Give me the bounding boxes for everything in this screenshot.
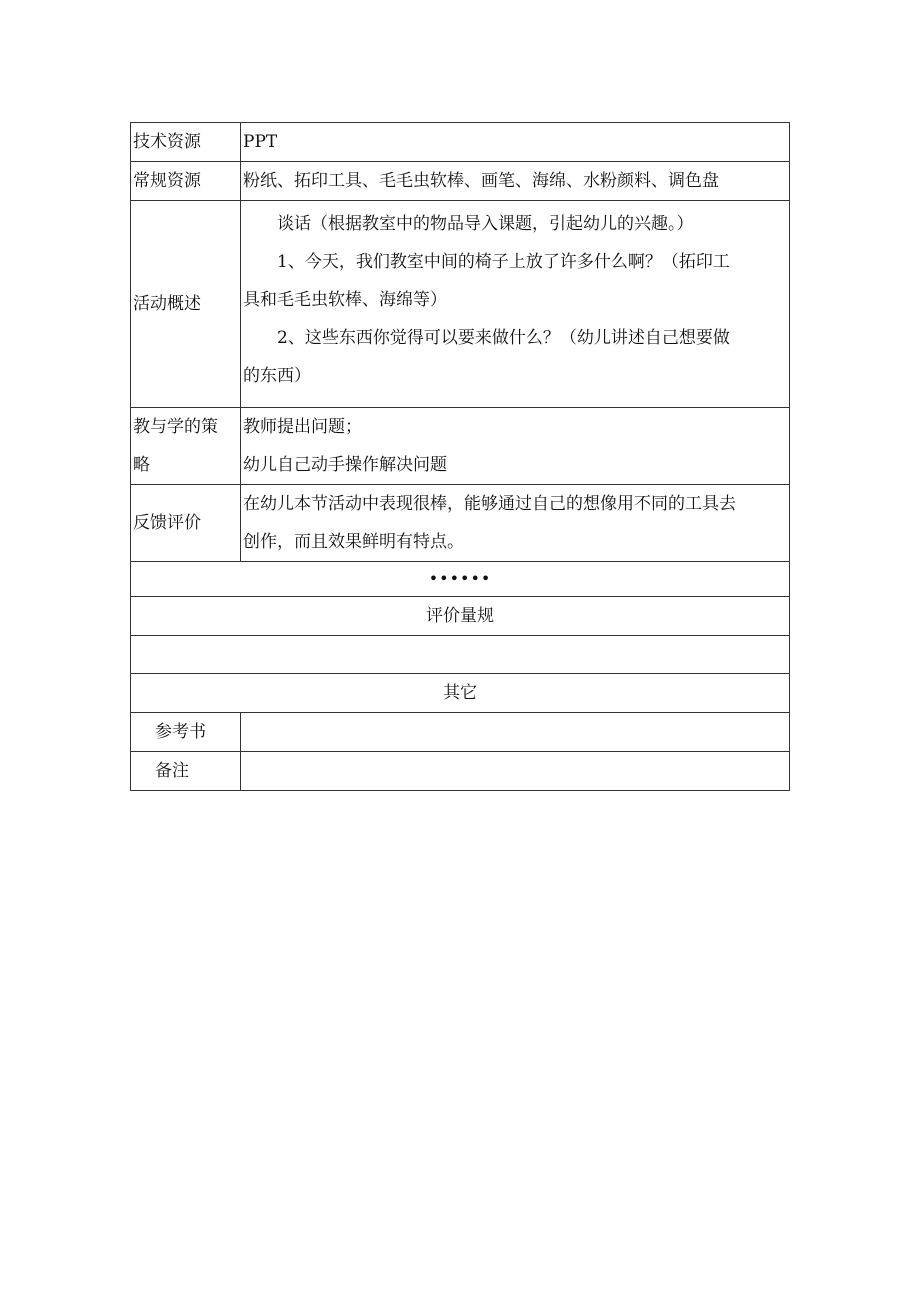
lesson-plan-table bbox=[130, 122, 790, 791]
reference-books-label: 参考书 bbox=[131, 713, 241, 752]
teaching-strategy-label bbox=[131, 408, 241, 485]
overview-line: 谈话（根据教室中的物品导入课题，引起幼儿的兴趣。） bbox=[277, 214, 694, 234]
overview-line: 具和毛毛虫软棒、海绵等） bbox=[243, 290, 447, 310]
other-header: 其它 bbox=[131, 674, 790, 713]
tech-resources-label: 技术资源 bbox=[131, 123, 241, 162]
notes-label: 备注 bbox=[131, 752, 241, 791]
ellipsis-dots: •••••• bbox=[131, 562, 790, 597]
notes-value bbox=[241, 752, 790, 791]
row-other-header bbox=[131, 674, 790, 713]
row-regular-resources bbox=[131, 162, 790, 201]
activity-overview-content bbox=[241, 201, 790, 408]
strategy-label-line: 教与学的策 bbox=[133, 417, 218, 437]
row-activity-overview bbox=[131, 201, 790, 408]
feedback-content bbox=[241, 485, 790, 562]
rubric-empty-cell bbox=[131, 636, 790, 674]
regular-resources-label: 常规资源 bbox=[131, 162, 241, 201]
teaching-strategy-content bbox=[241, 408, 790, 485]
activity-overview-label: 活动概述 bbox=[131, 201, 241, 408]
feedback-label: 反馈评价 bbox=[131, 485, 241, 562]
row-rubric-header bbox=[131, 597, 790, 636]
row-notes bbox=[131, 752, 790, 791]
row-tech-resources bbox=[131, 123, 790, 162]
row-feedback bbox=[131, 485, 790, 562]
reference-books-value bbox=[241, 713, 790, 752]
row-ellipsis bbox=[131, 562, 790, 597]
overview-line: 的东西） bbox=[243, 366, 311, 386]
tech-resources-value: PPT bbox=[241, 123, 790, 162]
feedback-line: 在幼儿本节活动中表现很棒，能够通过自己的想像用不同的工具去 bbox=[243, 494, 736, 514]
row-rubric-empty bbox=[131, 636, 790, 674]
feedback-line: 创作，而且效果鲜明有特点。 bbox=[243, 532, 464, 552]
row-teaching-strategy bbox=[131, 408, 790, 485]
strategy-line: 幼儿自己动手操作解决问题 bbox=[243, 455, 447, 475]
row-reference-books bbox=[131, 713, 790, 752]
strategy-label-line: 略 bbox=[133, 455, 150, 475]
regular-resources-value: 粉纸、拓印工具、毛毛虫软棒、画笔、海绵、水粉颜料、调色盘 bbox=[241, 162, 790, 201]
rubric-header: 评价量规 bbox=[131, 597, 790, 636]
overview-line: 1、今天，我们教室中间的椅子上放了许多什么啊？（拓印工 bbox=[277, 252, 730, 272]
overview-line: 2、这些东西你觉得可以要来做什么？（幼儿讲述自己想要做 bbox=[277, 328, 730, 348]
strategy-line: 教师提出问题； bbox=[243, 417, 362, 437]
